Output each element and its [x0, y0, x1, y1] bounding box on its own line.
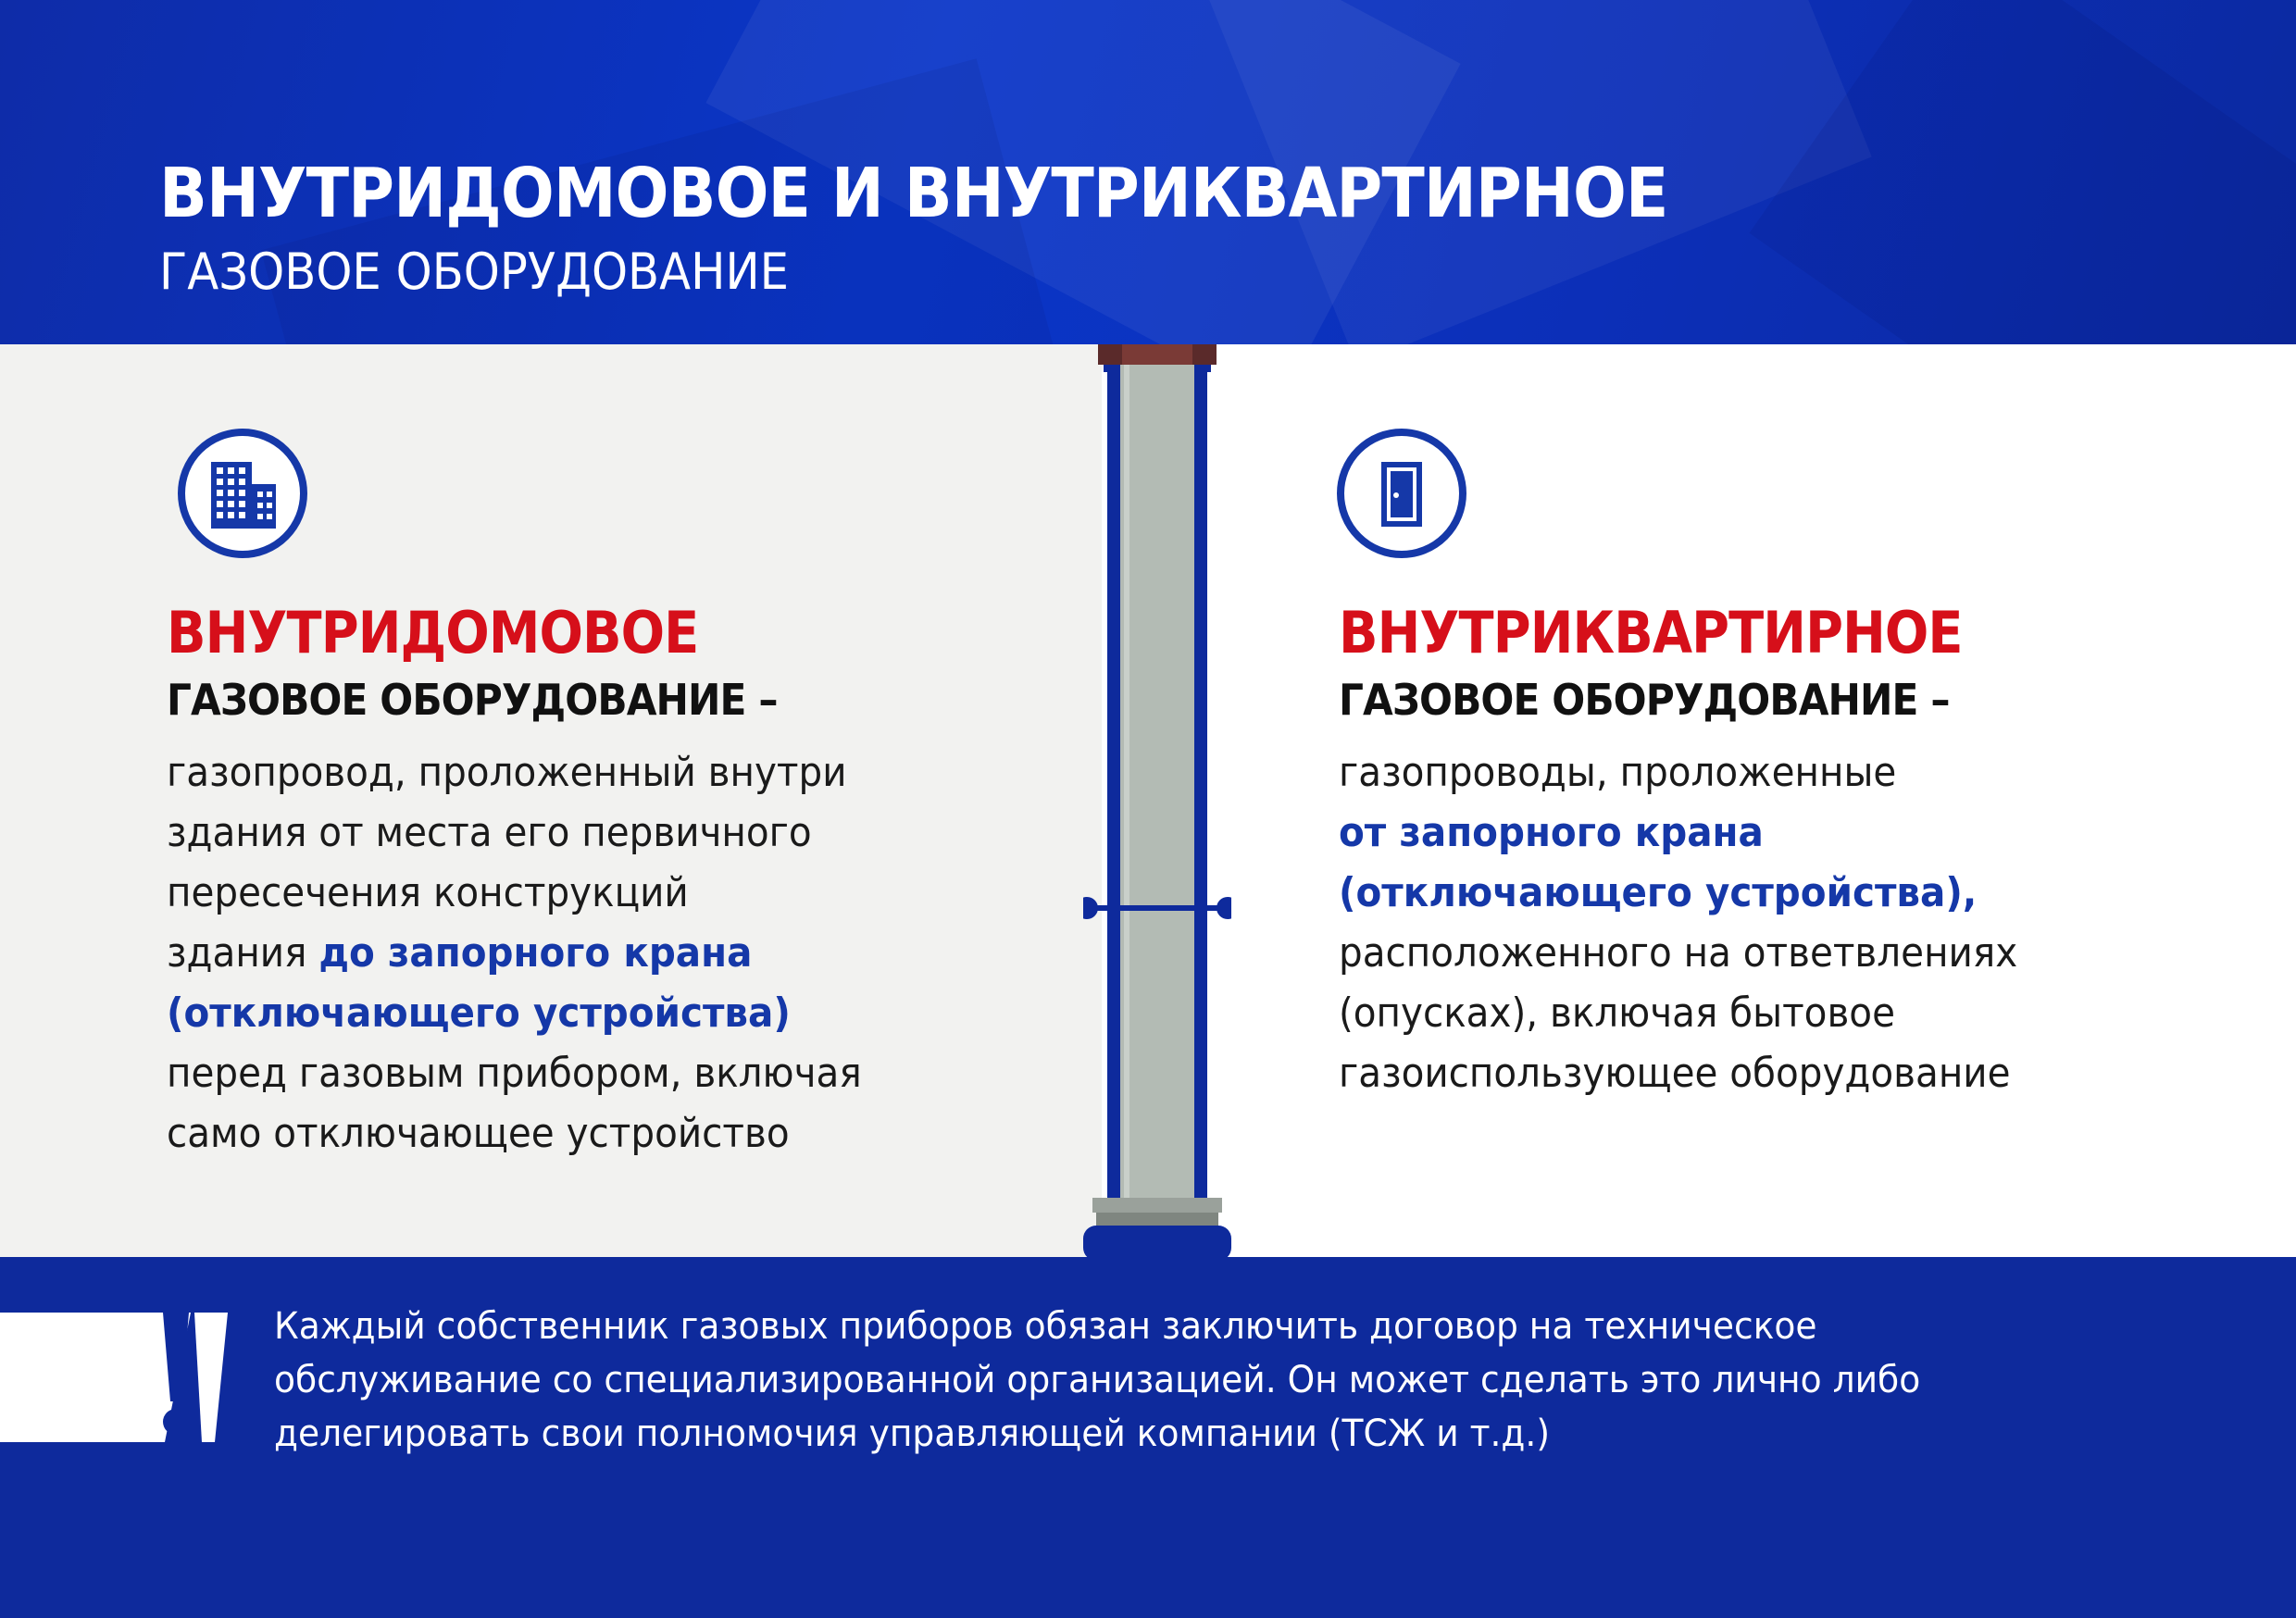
- left-text-line: газопровод, проложенный внутри: [167, 749, 847, 796]
- right-heading-black: ГАЗОВОЕ ОБОРУДОВАНИЕ –: [1339, 675, 1950, 725]
- header-facet: [1750, 0, 2296, 344]
- left-heading-black: ГАЗОВОЕ ОБОРУДОВАНИЕ –: [167, 675, 778, 725]
- left-text-line: здания от места его первичного: [167, 809, 812, 856]
- left-text-highlight: (отключающего устройства): [167, 989, 791, 1037]
- right-text-highlight: (отключающего устройства),: [1339, 869, 1978, 916]
- footer-note: [274, 1300, 2026, 1461]
- door-icon: [1337, 429, 1466, 558]
- exclamation-icon: [0, 1313, 231, 1446]
- right-text-line: (опусках), включая бытовое: [1339, 989, 1895, 1037]
- building-icon: [178, 429, 307, 558]
- right-definition: [1339, 600, 2077, 1103]
- right-text-line: газоиспользующее оборудование: [1339, 1050, 2011, 1097]
- exclamation-icon-graphic: [0, 1313, 231, 1442]
- page-subtitle: ГАЗОВОЕ ОБОРУДОВАНИЕ: [159, 243, 790, 301]
- right-text-highlight: от запорного крана: [1339, 809, 1764, 856]
- right-heading-red: ВНУТРИКВАРТИРНОЕ: [1339, 599, 1963, 666]
- footer-note-line: обслуживание со специализированной организацией. Он может сделать это лично либо: [274, 1359, 1921, 1401]
- page-title: ВНУТРИДОМОВОЕ И ВНУТРИКВАРТИРНОЕ: [159, 154, 1668, 233]
- footer-note-line: делегировать свои полномочия управляющей компании (ТСЖ и т.д.): [274, 1413, 1551, 1455]
- left-heading-red: ВНУТРИДОМОВОЕ: [167, 599, 699, 666]
- gas-pipe-illustration: [1083, 344, 1231, 1261]
- header-banner: [0, 0, 2296, 344]
- left-text-highlight: до запорного крана: [318, 929, 753, 977]
- left-text-plain: здания: [167, 929, 319, 977]
- left-text-line: перед газовым прибором, включая: [167, 1050, 862, 1097]
- left-text-line: пересечения конструкций: [167, 869, 689, 916]
- footer-note-line: Каждый собственник газовых приборов обязан заключить договор на техническое: [274, 1305, 1817, 1348]
- left-definition: [167, 600, 922, 1164]
- left-text-line: [167, 923, 862, 983]
- door-icon-graphic: [1365, 456, 1439, 530]
- right-text-line: газопроводы, проложенные: [1339, 749, 1897, 796]
- building-icon-graphic: [206, 456, 280, 530]
- left-text-line: само отключающее устройство: [167, 1110, 790, 1157]
- right-text-line: расположенного на ответвлениях: [1339, 929, 2018, 977]
- gas-pipe-graphic: [1083, 344, 1231, 1261]
